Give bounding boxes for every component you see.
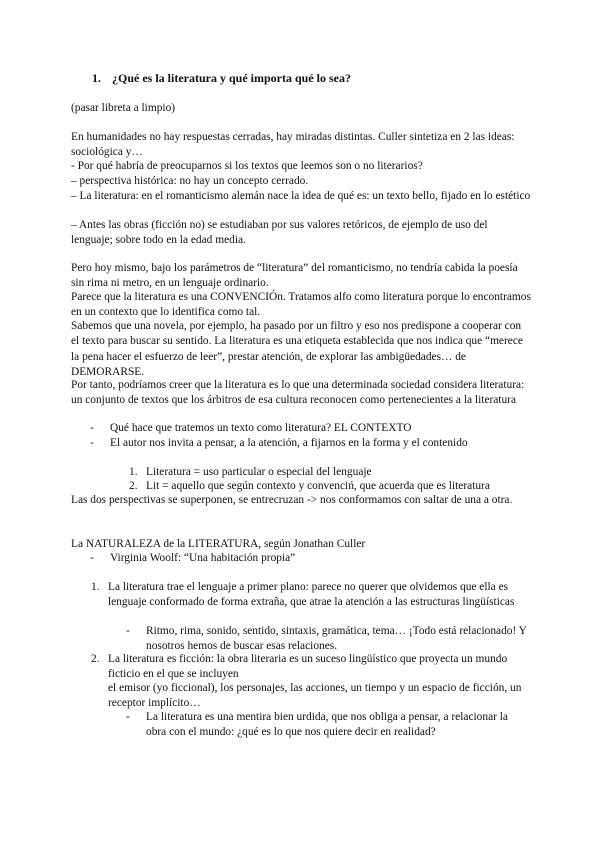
list-item-context: - Qué hace que tratemos un texto como literatura? EL CONTEXTO — [110, 421, 530, 436]
item-number: 1. — [91, 581, 100, 593]
romanticism-line: – La literatura: en el romanticismo alemán nace la idea de qué es: un texto bello, fijado en lo estético — [71, 190, 531, 202]
rhetoric-line: – Antes las obras (ficción no) se estudiaban por sus valores retóricos, de ejemplo de uso del lenguaje; sobre todo en la edad media. — [71, 219, 488, 247]
paragraph-perspectives: Las dos perspectivas se superponen, se entrecruzan -> nos conformamos con saltar de una a otra. — [71, 494, 513, 506]
perspective-line: – perspectiva histórica: no hay un concepto cerrado. — [71, 175, 309, 187]
paragraph-convention: Parece que la literatura es una CONVENCIÓn. Tratamos alfo como literatura porque lo encontramos en un contexto que lo identifica como tal. — [71, 291, 531, 319]
intro-line: En humanidades no hay respuestas cerradas, hay miradas distintas. Culler sintetiza en 2 las ideas: sociológica y… — [71, 131, 515, 159]
list-item-author: - El autor nos invita a pensar, a la atención, a fijarnos en la forma y el contenido — [110, 436, 530, 451]
section-title: La NATURALEZA de la LITERATURA, según Jonathan Culler — [71, 538, 366, 550]
item-number: 1. — [129, 466, 138, 478]
paragraph-poetry: Pero hoy mismo, bajo los parámetros de “literatura” del romanticismo, no tendría cabida la poesía sin rima ni metro, en un lenguaje ordinario. — [71, 262, 518, 290]
item-number: 2. — [129, 480, 138, 492]
paragraph-society: Por tanto, podríamos creer que la literatura es lo que una determinada sociedad considera literatura: un conjunto de textos que los árbitros de esa cultura reconocen como pertenecientes a la literatura — [71, 379, 525, 407]
numbered-item-fiction — [91, 652, 528, 683]
list-item-woolf: - Virginia Woolf: “Una habitación propia” — [110, 551, 530, 566]
paragraph-novel: Sabemos que una novela, por ejemplo, ha pasado por un filtro y eso nos predispone a cooperar con el texto para buscar su sentido. La literatura es una etiqueta establecida que nos indica que “merece la pena hacer el esfuerzo de leer”, prestar atención, de explorar las ambigüedades… de DEMORARSE. — [71, 320, 523, 379]
heading-text: ¿Qué es la literatura y qué importa qué lo sea? — [112, 71, 351, 85]
numbered-item-language — [91, 580, 528, 611]
item-text: La literatura trae el lenguaje a primer plano: parece no querer que olvidemos que ella es lenguaje conformado de forma extraña, que atrae la atención a las estructuras lingüísticas — [108, 581, 515, 609]
fiction-continuation: el emisor (yo ficcional), los personajes, las acciones, un tiempo y un espacio de ficción, un receptor implícito… — [108, 682, 522, 710]
note-text: (pasar libreta a limpio) — [71, 102, 176, 114]
item-text: Literatura = uso particular o especial del lenguaje — [146, 466, 372, 478]
item-text: La literatura es ficción: la obra literaria es un suceso lingüístico que proyecta un mundo ficticio en el que se incluyen — [108, 653, 508, 681]
sub-item-rhythm: - Ritmo, rima, sonido, sentido, sintaxis, gramática, tema… ¡Todo está relacionado! Y nosotros hemos de buscar esas relaciones. — [146, 624, 531, 655]
sub-item-lie: - La literatura es una mentira bien urdida, que nos obliga a pensar, a relacionar la obra con el mundo: ¿qué es lo que nos quiere decir en realidad? — [146, 710, 531, 741]
question-line: - Por qué habría de preocuparnos si los textos que leemos son o no literarios? — [71, 160, 423, 172]
item-text: Lit = aquello que según contexto y convenciń, que acuerda que es literatura — [146, 480, 490, 492]
item-number: 2. — [91, 653, 100, 665]
heading-number: 1. — [92, 71, 101, 85]
section-heading — [92, 71, 532, 86]
